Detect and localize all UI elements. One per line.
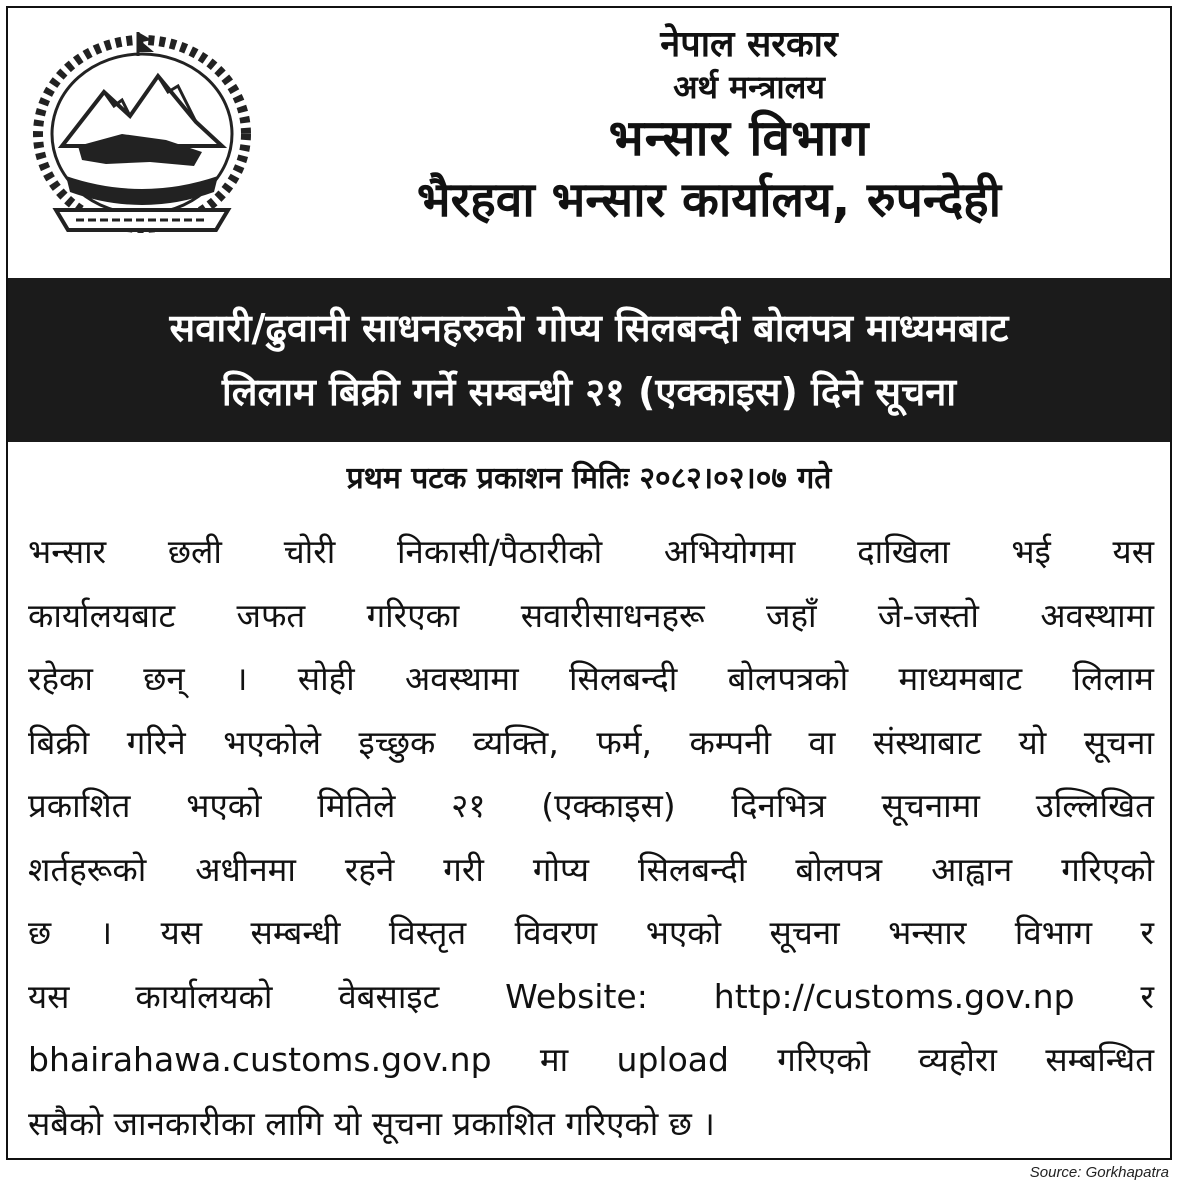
body-line: bhairahawa.customs.gov.np मा upload गरिएको व्यहोरा सम्बन्धित: [28, 1040, 1154, 1079]
emblem-icon: [26, 26, 258, 248]
ministry-name: अर्थ मन्त्रालय: [673, 68, 825, 106]
source-credit: Source: Gorkhapatra: [1029, 1164, 1169, 1181]
body-line: शर्तहरूको अधीनमा रहने गरी गोप्य सिलबन्दी बोलपत्र आह्वान गरिएको: [28, 849, 1154, 889]
publication-date: प्रथम पटक प्रकाशन मितिः २०८२।०२।०७ गते: [346, 461, 832, 496]
notice-body: [28, 520, 1154, 1155]
body-line: सबैको जानकारीका लागि यो सूचना प्रकाशित गरिएको छ ।: [28, 1103, 715, 1143]
notice-title-line-1: सवारी/ढुवानी साधनहरुको गोप्य सिलबन्दी बोलपत्र माध्यमबाट: [169, 306, 1009, 350]
office-name: भैरहवा भन्सार कार्यालय, रुपन्देही: [416, 171, 1002, 228]
body-line: छ । यस सम्बन्धी विस्तृत विवरण भएको सूचना भन्सार विभाग र: [28, 913, 1154, 952]
body-line: बिक्री गरिने भएकोले इच्छुक व्यक्ति, फर्म, कम्पनी वा संस्थाबाट यो सूचना: [28, 722, 1154, 762]
body-line: भन्सार छली चोरी निकासी/पैठारीको अभियोगमा दाखिला भई यस: [28, 532, 1154, 571]
body-line: कार्यालयबाट जफत गरिएका सवारीसाधनहरू जहाँ जे-जस्तो अवस्थामा: [28, 595, 1154, 635]
body-line: यस कार्यालयको वेबसाइट Website: http://customs.gov.np र: [28, 976, 1154, 1016]
government-name: नेपाल सरकार: [660, 24, 838, 65]
notice-title-line-2: लिलाम बिक्री गर्ने सम्बन्धी २१ (एक्काइस) दिने सूचना: [221, 370, 957, 414]
body-line: प्रकाशित भएको मितिले २१ (एक्काइस) दिनभित्र सूचनामा उल्लिखित: [28, 786, 1154, 825]
body-line: रहेका छन् । सोही अवस्थामा सिलबन्दी बोलपत्रको माध्यमबाट लिलाम: [28, 659, 1154, 698]
notice-frame: [6, 6, 1172, 1160]
notice-title-banner: [8, 278, 1170, 442]
department-name: भन्सार विभाग: [608, 109, 870, 167]
office-header: [258, 22, 1160, 230]
government-emblem: [26, 26, 258, 248]
